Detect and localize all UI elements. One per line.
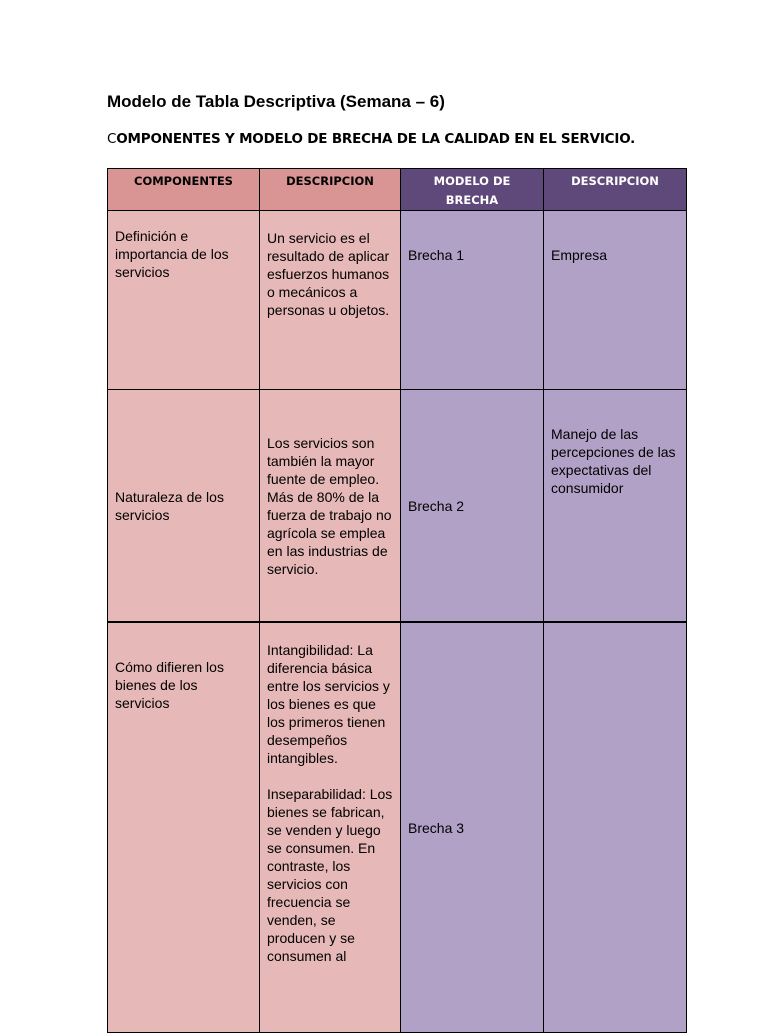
brecha-text: Brecha 1 xyxy=(408,247,465,263)
componente-text: Naturaleza de los servicios xyxy=(115,488,224,523)
descripcion-text: Un servicio es el resultado de aplicar esfuerzos humanos o mecánicos a personas u objetos. xyxy=(267,230,390,318)
cell-brecha-descripcion xyxy=(544,390,687,623)
descripcion-text: Los servicios son también la mayor fuente de empleo. Más de 80% de la fuerza de trabajo no agrícola se emplea en las industrias de servicio. xyxy=(267,434,392,577)
cell-brecha xyxy=(401,390,544,623)
brecha-text: Brecha 2 xyxy=(408,497,465,514)
brecha-text: Brecha 3 xyxy=(408,819,465,836)
page-title: Modelo de Tabla Descriptiva (Semana – 6) xyxy=(107,92,445,111)
header-descripcion-brecha: DESCRIPCION xyxy=(544,169,687,211)
cell-descripcion xyxy=(260,390,401,623)
descriptive-table xyxy=(107,168,687,1033)
table-row xyxy=(108,390,687,623)
cell-brecha xyxy=(401,211,544,390)
cell-descripcion xyxy=(260,622,401,1033)
table-header-row xyxy=(108,169,687,211)
table-row xyxy=(108,211,687,390)
cell-brecha xyxy=(401,622,544,1033)
cell-componente xyxy=(108,390,260,623)
brecha-descripcion-text: Empresa xyxy=(551,247,608,263)
cell-componente xyxy=(108,211,260,390)
cell-brecha-descripcion xyxy=(544,211,687,390)
componente-text: Cómo difieren los bienes de los servicios xyxy=(115,659,224,711)
descripcion-paragraph-inseparabilidad: Inseparabilidad: Los bienes se fabrican, se venden y luego se consumen. En contraste, los servicios con frecuencia se venden, se producen y se consumen al xyxy=(267,786,393,964)
header-modelo-de-brecha: MODELO DE BRECHA xyxy=(401,169,544,211)
componente-text: Definición e importancia de los servicios xyxy=(115,228,229,280)
cell-componente xyxy=(108,622,260,1033)
table-row xyxy=(108,622,687,1033)
header-descripcion: DESCRIPCION xyxy=(260,169,401,211)
header-componentes: COMPONENTES xyxy=(108,169,260,211)
brecha-descripcion-text: Manejo de las percepciones de las expectativas del consumidor xyxy=(551,426,676,496)
descripcion-paragraph-intangibilidad: Intangibilidad: La diferencia básica entre los servicios y los bienes es que los primeros tienen desempeños intangibles. xyxy=(267,642,390,766)
descripcion-text-clipped xyxy=(267,641,393,996)
cell-brecha-descripcion xyxy=(544,622,687,1033)
subtitle-initial: C xyxy=(107,131,117,147)
section-subtitle xyxy=(107,131,635,147)
cell-descripcion xyxy=(260,211,401,390)
subtitle-text: OMPONENTES Y MODELO DE BRECHA DE LA CALIDAD EN EL SERVICIO. xyxy=(116,131,636,147)
